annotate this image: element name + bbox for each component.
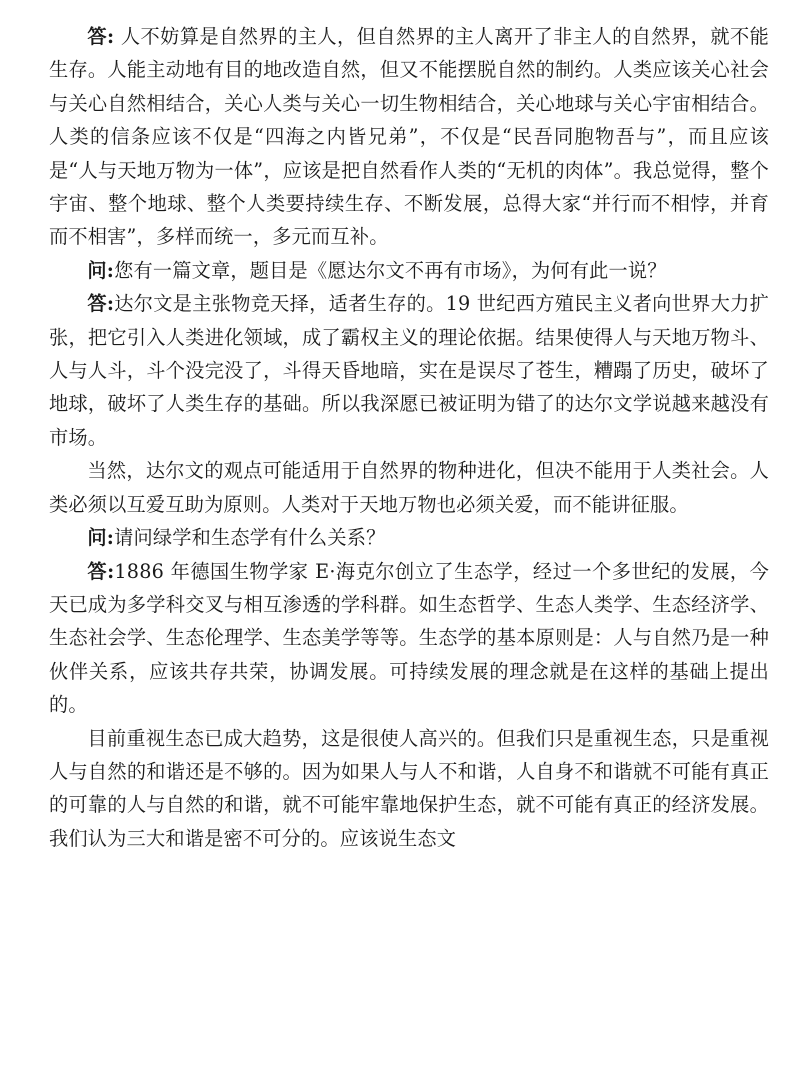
speaker-label: 问: xyxy=(87,258,115,282)
paragraph-question-1 xyxy=(49,254,769,287)
paragraph-continuation-1 xyxy=(49,454,769,521)
paragraph-text: 人不妨算是自然界的主人，但自然界的主人离开了非主人的自然界，就不能生存。人能主动地有目的地改造自然，但又不能摆脱自然的制约。人类应该关心社会与关心自然相结合，关心人类与关心一切生物相结合，关心地球与关心宇宙相结合。人类的信条应该不仅是“四海之内皆兄弟”，不仅是“民吾同胞物吾与”，而且应该是“人与天地万物为一体”，应该是把自然看作人类的“无机的肉体”。我总觉得，整个宇宙、整个地球、整个人类要持续生存、不断发展，总得大家“并行而不相悖，并育而不相害”，多样而统一，多元而互补。 xyxy=(49,25,769,249)
paragraph-question-2 xyxy=(49,521,769,554)
paragraph-text: 1886 年德国生物学家 E·海克尔创立了生态学，经过一个多世纪的发展，今天已成为多学科交叉与相互渗透的学科群。如生态哲学、生态人类学、生态经济学、生态社会学、生态伦理学、生态美学等等。生态学的基本原则是：人与自然乃是一种伙伴关系，应该共存共荣，协调发展。可持续发展的理念就是在这样的基础上提出的。 xyxy=(49,559,769,717)
speaker-label: 问: xyxy=(87,526,115,550)
paragraph-text: 请问绿学和生态学有什么关系？ xyxy=(114,526,386,550)
paragraph-answer-1 xyxy=(49,20,769,254)
paragraph-answer-2 xyxy=(49,287,769,454)
paragraph-text: 当然，达尔文的观点可能适用于自然界的物种进化，但决不能用于人类社会。人类必须以互爱互助为原则。人类对于天地万物也必须关爱，而不能讲征服。 xyxy=(49,459,769,516)
document-page xyxy=(49,20,769,855)
speaker-label: 答: xyxy=(87,25,115,48)
paragraph-text: 您有一篇文章，题目是《愿达尔文不再有市场》，为何有此一说？ xyxy=(114,258,667,282)
paragraph-text: 达尔文是主张物竞天择，适者生存的。19 世纪西方殖民主义者向世界大力扩张，把它引入人类进化领域，成了霸权主义的理论依据。结果使得人与天地万物斗、人与人斗，斗个没完没了，斗得天昏地暗，实在是误尽了苍生，糟蹋了历史，破坏了地球，破坏了人类生存的基础。所以我深愿已被证明为错了的达尔文学说越来越没有市场。 xyxy=(49,292,770,449)
paragraph-answer-3 xyxy=(49,555,769,722)
speaker-label: 答: xyxy=(87,559,115,583)
paragraph-continuation-2 xyxy=(49,722,769,856)
paragraph-text: 目前重视生态已成大趋势，这是很使人高兴的。但我们只是重视生态，只是重视人与自然的和谐还是不够的。因为如果人与人不和谐，人自身不和谐就不可能有真正的可靠的人与自然的和谐，就不可能牢靠地保护生态，就不可能有真正的经济发展。我们认为三大和谐是密不可分的。应该说生态文 xyxy=(49,726,769,850)
speaker-label: 答: xyxy=(87,292,115,316)
